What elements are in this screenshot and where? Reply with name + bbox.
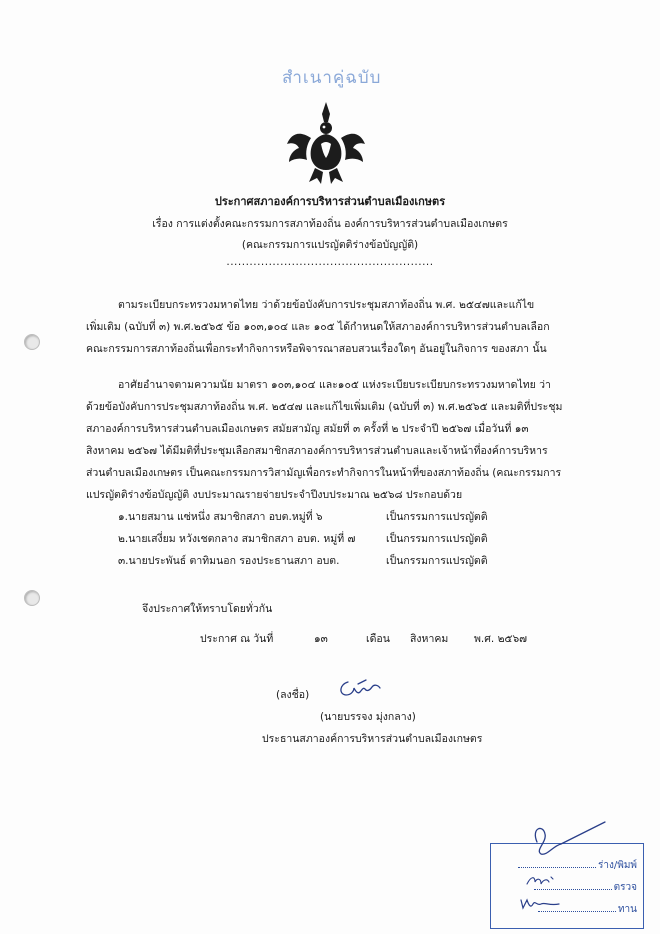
sign-label: (ลงชื่อ) (276, 689, 310, 701)
stamp-row-draft: ร่าง/พิมพ์ (497, 858, 637, 873)
doc-subtitle: (คณะกรรมการแปรญัตติร่างข้อบัญญัติ) (241, 239, 419, 251)
para2-line: ส่วนตำบลเมืองเกษตร เป็นคณะกรรมการวิสามัญเพื่อกระทำกิจการในหน้าที่ของสภาท้องถิ่น (คณะกรรมการ (86, 467, 562, 479)
garuda-emblem-icon (285, 100, 367, 186)
copy-stamp: สำเนาคู่ฉบับ (282, 68, 382, 88)
date-month: สิงหาคม (410, 633, 449, 645)
para2-line: สภาองค์การบริหารส่วนตำบลเมืองเกษตร สมัยสามัญ สมัยที่ ๓ ครั้งที่ ๒ ประจำปี ๒๕๖๗ เมื่อวันที่ ๑๓ (86, 423, 529, 435)
signer-position: ประธานสภาองค์การบริหารส่วนตำบลเมืองเกษตร (262, 733, 483, 745)
member-name: ๑.นายสมาน แซ่หนึ่ง สมาชิกสภา อบต.หมู่ที่ ๖ (118, 511, 323, 523)
para1-line: คณะกรรมการสภาท้องถิ่นเพื่อกระทำกิจการหรือพิจารณาสอบสวนเรื่องใดๆ อันอยู่ในกิจการ ของสภา นั้น (86, 343, 547, 355)
date-prefix: ประกาศ ณ วันที่ (200, 633, 274, 645)
punch-hole (24, 334, 40, 350)
announce-text: จึงประกาศให้ทราบโดยทั่วกัน (142, 603, 273, 615)
member-role: เป็นกรรมการแปรญัตติ (386, 555, 488, 567)
para2-line: สิงหาคม ๒๕๖๗ ได้มีมติที่ประชุมเลือกสมาชิกสภาองค์การบริหารส่วนตำบลและเจ้าหน้าที่องค์การบริหาร (86, 445, 548, 457)
stamp-row-check: ตรวจ (497, 880, 637, 895)
signature-icon (336, 678, 382, 700)
header-rule: ...................................................... (226, 256, 434, 268)
member-role: เป็นกรรมการแปรญัตติ (386, 533, 488, 545)
doc-subject: เรื่อง การแต่งตั้งคณะกรรมการสภาท้องถิ่น องค์การบริหารส่วนตำบลเมืองเกษตร (152, 218, 508, 230)
stamp-row-proof: ทาน (497, 902, 637, 917)
doc-title: ประกาศสภาองค์การบริหารส่วนตำบลเมืองเกษตร (214, 195, 446, 208)
date-year: พ.ศ. ๒๕๖๗ (474, 633, 528, 645)
initial-signature-icon (517, 820, 607, 860)
para2-line: ด้วยข้อบังคับการประชุมสภาท้องถิ่น พ.ศ. ๒๕๔๗ และแก้ไขเพิ่มเติม (ฉบับที่ ๓) พ.ศ.๒๕๖๕ และมติที่ประชุม (86, 401, 563, 413)
member-name: ๓.นายประพันธ์ ตาทิมนอก รองประธานสภา อบต. (118, 555, 340, 567)
member-role: เป็นกรรมการแปรญัตติ (386, 511, 488, 523)
date-month-label: เดือน (366, 633, 390, 645)
signer-name: (นายบรรจง มุ่งกลาง) (320, 711, 416, 723)
para1-line: ตามระเบียบกระทรวงมหาดไทย ว่าด้วยข้อบังคับการประชุมสภาท้องถิ่น พ.ศ. ๒๕๔๗และแก้ไข (118, 299, 535, 311)
member-name: ๒.นายเสงี่ยม หวังเชตกลาง สมาชิกสภา อบต. หมู่ที่ ๗ (118, 533, 356, 545)
para2-line: อาศัยอำนาจตามความนัย มาตรา ๑๐๓,๑๐๔ และ๑๐๕ แห่งระเบียบระเบียบกระทรวงมหาดไทย ว่า (118, 379, 551, 391)
para2-line: แปรญัตติร่างข้อบัญญัติ งบประมาณรายจ่ายประจำปีงบประมาณ ๒๕๖๘ ประกอบด้วย (86, 489, 463, 501)
punch-hole (24, 590, 40, 606)
date-day: ๑๓ (314, 633, 328, 645)
review-stamp (490, 843, 644, 929)
para1-line: เพิ่มเติม (ฉบับที่ ๓) พ.ศ.๒๕๖๕ ข้อ ๑๐๓,๑๐๔ และ ๑๐๕ ได้กำหนดให้สภาองค์การบริหารส่วนตำบลเลือก (86, 321, 550, 333)
